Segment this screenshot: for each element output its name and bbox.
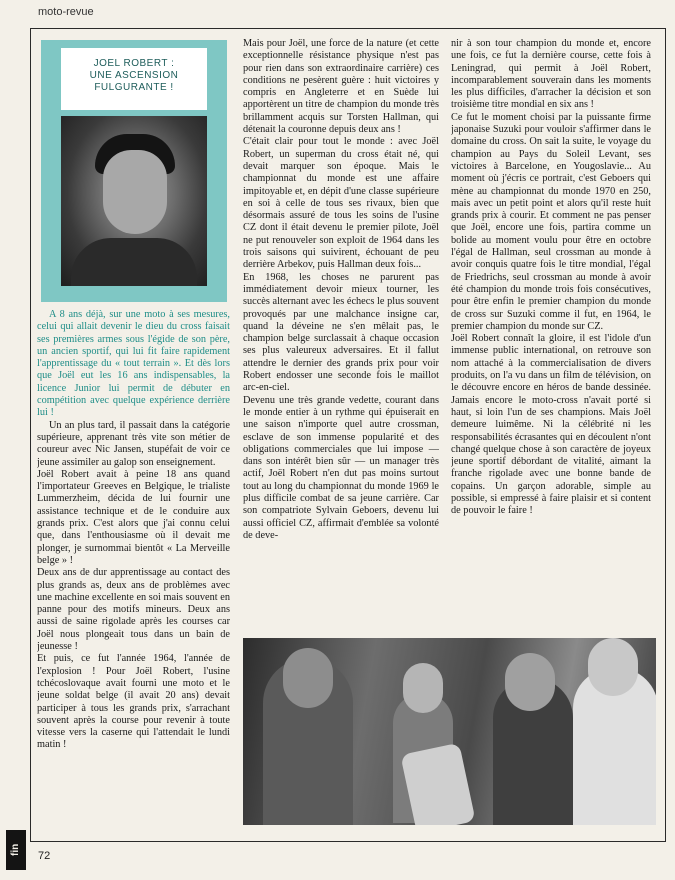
body-paragraph: Un an plus tard, il passait dans la catégorie supérieure, apprenant très vite son métier de coureur avec Nic Jansen, stupéfait de voir ce jeune assimiler au galop son enseignement. bbox=[37, 419, 230, 468]
body-paragraph: En 1968, les choses ne parurent pas immédiatement devoir mieux tourner, les succès alternant avec les échecs le plus souvent provoqués par une malchance insigne car, quand la déveine ne s'en mêlait pas, le champion belge surclassait à chaque occasion ses plus valeureux adversaires. Et il fallut attendre le dernier des grands prix pour voir Robert endosser une seconde fois le maillot arc-en-ciel. bbox=[243, 271, 439, 394]
photo-head bbox=[283, 648, 333, 708]
fin-logo: fin bbox=[6, 830, 26, 870]
body-paragraph: C'était clair pour tout le monde : avec Joël Robert, un superman du cross était né, qui devait marquer son époque. Mais le championnat du monde est une affaire impitoyable et, en dépit d'une classe supérieure en soi à celle de tous ses rivaux, bien que désormais assuré de tous les soins de l'usine CZ dont il était devenu le premier pilote, Joël ne put renouveler son exploit de 1964 dans les trois saisons qui suivirent, échouant de peu derrière Arbekov, puis Hallman deux fois... bbox=[243, 136, 439, 271]
photo-head bbox=[403, 663, 443, 713]
intro-paragraph: A 8 ans déjà, sur une moto à ses mesures, celui qui allait devenir le dieu du cross faisait ses premières armes sous l'égide de son père, un ancien sportif, qui lui fit faire rapidement l'apprentissage du « tout terrain ». Et dès lors que Joël eut les 16 ans indispensables, la licence Junior lui permit de débuter en compétition avec quelque expérience derrière lui ! bbox=[37, 309, 230, 419]
article-title bbox=[61, 48, 207, 110]
portrait-face bbox=[103, 150, 167, 234]
page-number: 72 bbox=[38, 850, 51, 862]
photo-head bbox=[588, 638, 638, 696]
portrait-shirt bbox=[71, 238, 197, 286]
body-paragraph: nir à son tour champion du monde et, encore une fois, ce fut la dernière course, cette fois à Leningrad, qui permit à Joël Robert, incomparablement souverain dans les moments les plus difficiles, d'arracher la décision et son troisième titre mondial en six ans ! bbox=[451, 38, 651, 111]
photo-head bbox=[505, 653, 555, 711]
body-paragraph: Joël Robert connaît la gloire, il est l'idole d'un immense public international, on retrouve son nom attaché à la commercialisation de divers produits, on l'a vu dans un film de télévision, on le découvre encore en héros de bande dessinée. Jamais encore le moto-cross n'avait porté si haut, si loin l'un de ses champions. Mais Joël demeure luimême. Ni la célébrité ni les responsabilités écrasantes qui en découlent n'ont changé quelque chose à son caractère de joyeux jeune sportif débordant de vitalité, aimant la franche rigolade avec une bonne bande de copains. Un garçon adorable, simple au possible, si empressé à faire plaisir et si content de pouvoir le faire ! bbox=[451, 333, 651, 517]
body-paragraph: Joël Robert avait à peine 18 ans quand l'importateur Greeves en Belgique, le trialiste Lummerzheim, décida de lui fournir une assistance technique et de le conduire aux grands prix. C'est alors que j'ai connu celui que, dans l'enthousiasme où il devait me plonger, je surnommai bientôt « La Merveille belge » ! bbox=[37, 468, 230, 566]
magazine-header: moto-revue bbox=[38, 6, 94, 18]
crowd-photo bbox=[243, 638, 656, 825]
title-line: UNE ASCENSION bbox=[89, 70, 179, 81]
title-box bbox=[41, 40, 227, 302]
photo-program-paper bbox=[400, 743, 475, 825]
column-2 bbox=[243, 38, 439, 635]
column-3 bbox=[451, 38, 651, 635]
portrait-photo bbox=[61, 116, 207, 286]
title-line: FULGURANTE ! bbox=[94, 82, 174, 93]
title-line: JOEL ROBERT : bbox=[93, 58, 175, 69]
body-paragraph: Ce fut le moment choisi par la puissante firme japonaise Suzuki pour vouloir s'affirmer dans le domaine du cross. On sait la suite, le voyage du champion au Pays du Soleil Levant, ses victoires à Barcelone, en Yougoslavie... Au moment où j'écris ce portrait, c'est Geboers qui mène au championnat du monde 1970 en 250, mais avec un petit point et alors qu'il reste huit grands prix à courir. Et comment ne pas penser que Joël, encore une fois, partira comme un bolide au moment voulu pour être en octobre l'égal de Hallman, seul crossman au monde à avoir conquis quatre fois le titre mondial, l'égal de Friedrichs, seul crossman au monde à avoir été champion du monde trois fois consécutives, pour être enfin le premier champion du monde de cross sur Suzuki comme il fut, en 1964, le premier champion du monde sur CZ. bbox=[451, 111, 651, 332]
body-paragraph: Et puis, ce fut l'année 1964, l'année de l'explosion ! Pour Joël Robert, l'usine tchécoslovaque avait fourni une moto et le jeune soldat belge (il avait 20 ans) devait participer à tous les grands prix, s'arrachant souvent après la course pour revenir à toute vitesse vers la caserne qui l'attendait le lundi matin ! bbox=[37, 653, 230, 751]
column-1 bbox=[37, 309, 230, 834]
body-paragraph: Deux ans de dur apprentissage au contact des plus grands as, deux ans de problèmes avec une machine excellente en soi mais souvent en panne pour des motifs mineurs. Deux ans aussi de saine rigolade après les courses car Joël nous plongeait tous dans un bain de jeunesse ! bbox=[37, 567, 230, 653]
body-paragraph: Mais pour Joël, une force de la nature (et cette exceptionnelle résistance physique n'est pas pour rien dans son extraordinaire carrière) ces conditions ne pesèrent guère : huit victoires y compris en Angleterre et en Suède lui apportèrent un titre de champion du monde très brillamment acquis sur Torsten Hallman, qui détenait la couronne depuis deux ans ! bbox=[243, 38, 439, 136]
body-paragraph: Devenu une très grande vedette, courant dans le monde entier à un rythme qui épuiserait en une saison n'importe quel autre crossman, esclave de son immense popularité et des obligations commerciales que lui impose — dans son intérêt bien sûr — un manager très actif, Joël Robert n'en dut pas moins surtout tout au long du championnat du monde 1969 le plus difficile combat de sa jeune carrière. Car son compatriote Sylvain Geboers, devenu lui aussi officiel CZ, affirmait d'emblée sa volonté de deve- bbox=[243, 394, 439, 541]
